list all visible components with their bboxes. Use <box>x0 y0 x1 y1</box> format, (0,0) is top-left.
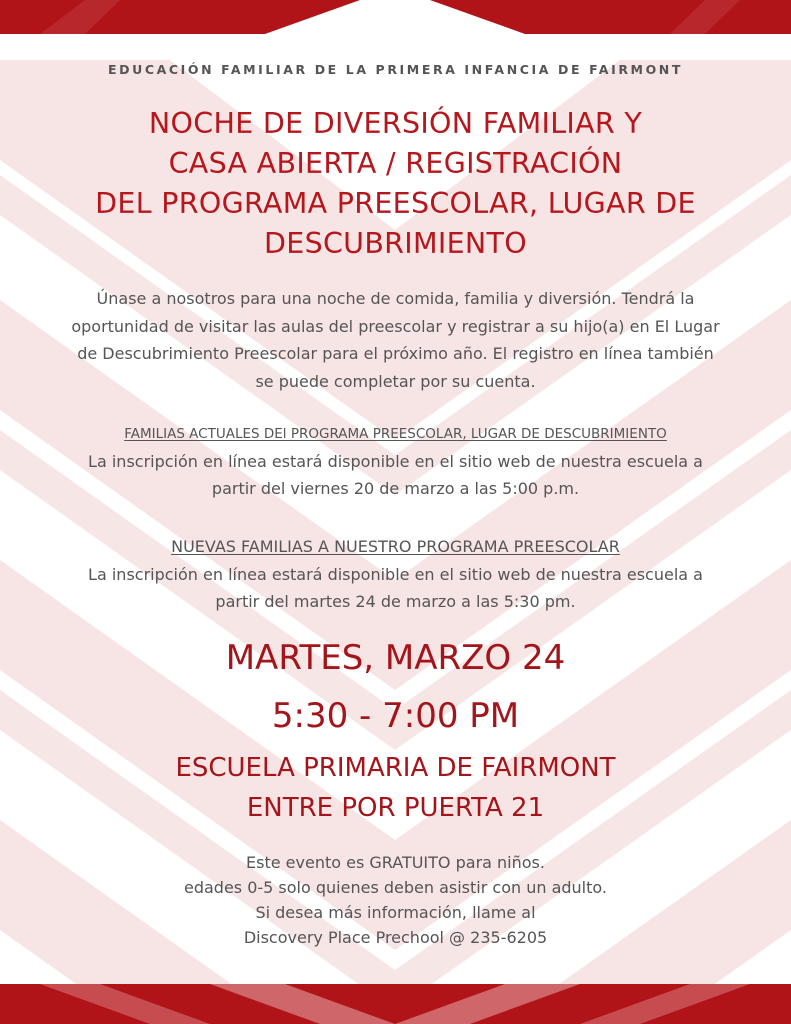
intro-paragraph <box>0 285 791 395</box>
event-title-line: CASA ABIERTA / REGISTRACIÓN <box>168 147 623 180</box>
event-entrance: ENTRE POR PUERTA 21 <box>246 793 545 823</box>
event-title-line: DEL PROGRAMA PREESCOLAR, LUGAR DE <box>95 187 696 220</box>
footer-info <box>0 850 791 950</box>
footer-line: edades 0-5 solo quienes deben asistir con un adulto. <box>183 878 607 897</box>
current-families-heading-text: FAMILIAS ACTUALES DEl PROGRAMA PREESCOLAR, LUGAR DE DESCUBRIMIENTO <box>124 426 667 442</box>
event-title-line: NOCHE DE DIVERSIÓN FAMILIAR Y <box>148 107 643 140</box>
new-families-heading <box>0 536 791 558</box>
new-families-line: La inscripción en línea estará disponible en el sitio web de nuestra escuela a <box>88 565 703 584</box>
event-title-line: DESCUBRIMIENTO <box>264 227 527 260</box>
footer-line: Si desea más información, llame al <box>255 903 536 922</box>
new-families-heading-text: NUEVAS FAMILIAS A NUESTRO PROGRAMA PREESCOLAR <box>171 537 620 556</box>
footer-line: Este evento es GRATUITO para niños. <box>246 853 545 872</box>
event-date: MARTES, MARZO 24 <box>225 638 566 678</box>
new-families-line: partir del martes 24 de marzo a las 5:30 pm. <box>215 592 576 611</box>
footer-contact: Discovery Place Prechool @ 235-6205 <box>243 928 548 947</box>
event-location <box>0 748 791 828</box>
current-families-heading <box>0 424 791 444</box>
current-families-body <box>0 448 791 502</box>
event-location-name: ESCUELA PRIMARIA DE FAIRMONT <box>175 753 616 783</box>
current-families-line: partir del viernes 20 de marzo a las 5:00 p.m. <box>211 479 580 498</box>
intro-line: Únase a nosotros para una noche de comida, familia y diversión. Tendrá la <box>96 289 695 308</box>
event-time: 5:30 - 7:00 PM <box>271 696 520 736</box>
organization-name: EDUCACIÓN FAMILIAR DE LA PRIMERA INFANCIA DE FAIRMONT <box>107 62 683 77</box>
intro-line: oportunidad de visitar las aulas del preescolar y registrar a su hijo(a) en El Lugar <box>71 316 720 336</box>
intro-line: se puede completar por su cuenta. <box>255 371 536 391</box>
current-families-line: La inscripción en línea estará disponible en el sitio web de nuestra escuela a <box>88 452 703 471</box>
new-families-body <box>0 561 791 615</box>
event-title <box>0 104 791 264</box>
intro-line: de Descubrimiento Preescolar para el próximo año. El registro en línea también <box>77 344 714 363</box>
